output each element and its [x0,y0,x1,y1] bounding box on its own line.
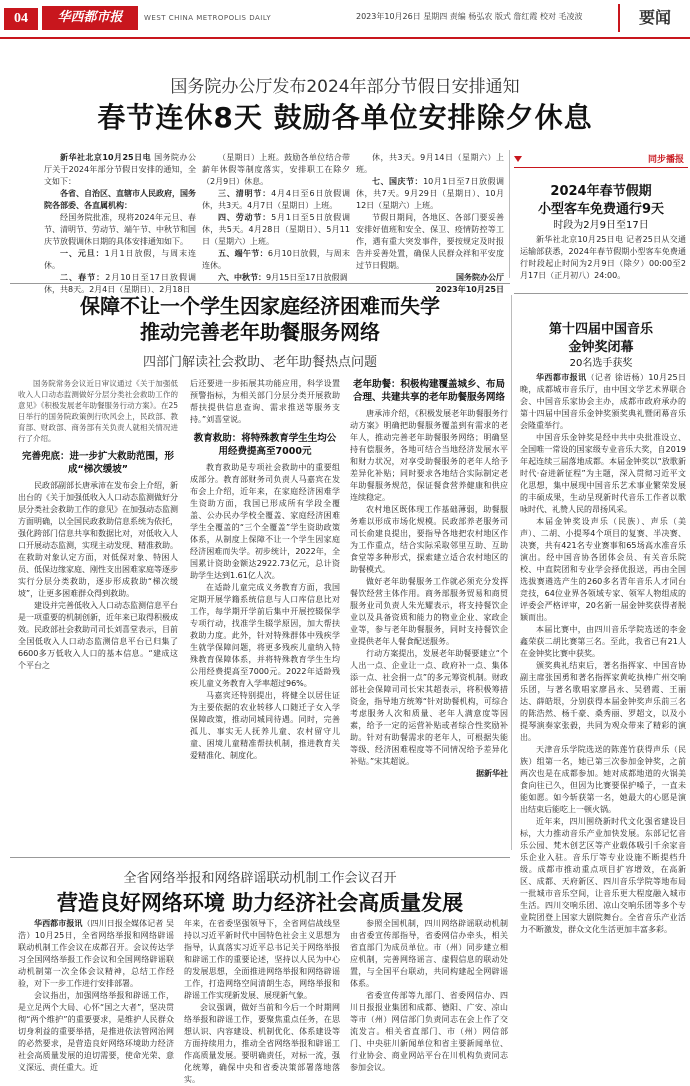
paragraph-text: 休，共3天。9月14日（星期六）上班。 [356,153,504,174]
paragraph-lead: 三、清明节： [218,189,272,198]
paragraph-lead: 五、端午节： [218,249,268,258]
article2-heading3: 老年助餐：积极构建覆盖城乡、布局合理、共建共享的老年助餐服务网络 [352,379,505,403]
column-divider [509,150,510,278]
sidebar2-para4: 本届比赛中，由四川音乐学院选送的李金鑫荣获二胡比赛第三名。至此，我省已有21人在金钟奖比赛中获奖。 [520,625,686,658]
paragraph-text: 6月10日放假，与周末连休。 [202,249,350,270]
paragraph-text: 经国务院批准，现将2024年元旦、春节、清明节、劳动节、端午节、中秋节和国庆节放假调休日期的具体安排通知如下。 [44,213,196,246]
paragraph-text: （星期日）上班。鼓励各单位结合带薪年休假等制度落实，安排职工在除夕（2月9日）休息。 [202,153,350,186]
paragraph-lead: 新华社北京10月25日电 [60,153,152,162]
sidebar2-subtitle: 20名选手获奖 [569,358,633,369]
article2-col2-body2: 教育救助是专项社会救助中的重要组成部分。教育部财务司负责人马嘉宾在发布会上介绍，近年来，在家庭经济困难学生资助方面，我国已形成所有学段全覆盖、公办民办学校全覆盖、家庭经济困难学生全覆盖的“三个全覆盖”学生资助政策体系，从制度上保障不让一个学生因家庭经济困难而失学。初步统计，2022年，全国累计资助金额达2922.73亿元，总计资助学生达到1.61亿人次。 [190,463,340,580]
paragraph [44,188,196,212]
article3-reporter: （四川日报全媒体记者 吴浩） [18,919,174,940]
sync-report-label: 同步播报 [647,155,684,165]
page-header [0,0,690,50]
sidebar2-para5: 颁奖典礼结束后，著名指挥家、中国音协副主席张国勇和著名指挥家黄屹执棒广州交响乐团，与著名歌唱家廖昌永、吴碧霞、王丽达、薛皓垠，分别获得本届金钟奖声乐前三名的陈浩然、杨千豪、桑秀丽、罗超文，以及小提琴演奏家张毅，共同为观众带来了精彩的演出。 [520,661,686,742]
article3-col1 [18,918,175,1072]
paragraph-lead: 四、劳动节： [218,213,272,222]
article3-para2: 会议指出，加强网络举报和辟谣工作，是立足两个大局、心怀“国之大者”，坚决贯彻“两个维护”的重要要求，是维护人民群众切身利益的重要举措，是推进依法管网治网的必然要求，是营造良好网络环境助力经济社会高质量发展的迫切需要，使命光荣、意义深远、责任重大。近 [18,991,174,1072]
paragraph [202,248,350,272]
issue-info: 2023年10月26日 星期四 责编 杨弘农 版式 詹红霞 校对 毛凌波 [356,12,583,21]
paragraph-lead: 七、国庆节： [372,177,424,186]
paragraph-text: 2月10日至17日放假调休，共8天。2月4日（星期日）、2月18日 [44,273,197,294]
sidebar1-body [520,234,686,282]
article3-title: 营造良好网络环境 助力经济社会高质量发展 [56,891,464,915]
sidebar2-title2: 金钟奖闭幕 [568,340,634,355]
sidebar2-body [520,372,686,1048]
paragraph [44,248,196,272]
sidebar2-para1 [520,372,686,432]
article3-col2-text2: 会议强调，做好当前和今后一个时期网络举报和辟谣工作，要聚焦重点任务，在思想认识、内容建设、机制优化、体系建设等方面持续用力，推动全省网络举报和辟谣工作高质量发展。要明确责任，对标一流，强化统筹，确保中央和省委决策部署落地落实。 [184,1003,340,1084]
paragraph [356,212,504,272]
article1-date: 2023年10月25日 [435,285,504,294]
paragraph-text: 1月1日放假，与周末连休。 [44,249,196,270]
paragraph-text: 10月1日至7日放假调休，共7天。9月29日（星期日）、10月12日（星期六）上班。 [356,177,505,210]
article3-col3-text: 参照全国机制，四川网络辟谣联动机制由省委宣传部指导，省委网信办牵头，相关省直部门为成员单位。市（州）同步建立相应机制，完善网络谣言、虚假信息的联动处置，与全国平台联动，共同构建起全网辟谣体系。 [350,919,508,988]
article2-col3 [350,378,508,780]
article2-col2-body: 后还要进一步拓展其功能应用，科学设置预警指标，为相关部门分层分类开展救助帮扶提供信息查询、需求推送等服务支持。”刘喜堂说。 [190,379,340,424]
article2-col1-body2: 建设并完善低收入人口动态监测信息平台是一项重要的机制创新，近年来已取得积极成效。民政部社会救助司司长刘喜堂表示，目前全国低收入人口动态监测信息平台已归集了6600多万低收入人口的基本信息。“建成这个平台之 [18,601,178,670]
sidebar2-para6: 天津音乐学院选送的陈莲竹获得声乐（民族）组第一名，她已第三次参加金钟奖，之前两次也是在成都参加。她对成都地道的火锅美食向往已久，但因为比赛要保护嗓子，一直未能如愿。如今斩获第一名，她最大的心愿是演出结束后能吃上一顿火锅。 [520,745,686,814]
article2-col3-body3: 做好老年助餐服务工作就必须充分发挥餐饮经营主体作用。商务部服务贸易和商贸服务业司负责人朱光耀表示，将支持餐饮企业以及具备资质和能力的物业企业、家政企业等，参与老年助餐服务，同时支持餐饮企业提供老年人餐食配送服务。 [350,577,508,646]
sidebar2-para7: 近年来，四川围绕新时代文化强省建设目标，大力推动音乐产业加快发展。东部记忆音乐公园、梵木创艺区等产业载体吸引千余家音乐企业入驻。音乐厅等专业设施不断提档升级。成都市推动重点项目扩容增效，在高新区、成都、天府新区、四川音乐学院等地布局一批城市音乐空间，让音乐更大程度融入城市生活。四川交响乐团、凉山交响乐团等多个专业院团登上国家大剧院舞台。全省音乐产业活力不断激发，群众文化生活更加丰富多彩。 [520,817,686,934]
sync-report-banner [514,152,688,168]
newspaper-logo-english: WEST CHINA METROPOLIS DAILY [144,14,272,22]
sidebar2-title1: 第十四届中国音乐 [548,322,653,337]
sidebar1-text: 新华社北京10月25日电 记者25日从交通运输部获悉，2024年春节假期小型客车免费通行时段起止时间为2月9日（除夕）00:00至2月17日（正月初八）24:00。 [520,235,686,280]
article2-subtitle: 四部门解读社会救助、老年助餐热点问题 [142,355,377,370]
article2-col2-body3: 在适龄儿童完成义务教育方面，我国定期开展学籍系统信息与人口库信息比对工作，每学期开学前后集中开展控辍保学专项行动，找准学生辍学原因，加大帮扶救助力度。此外，针对特殊群体中残疾学生就学保障问题，将更多残疾儿童纳入特殊教育保障体系，并将特殊教育学生生均公用经费提高至7000元。2022年适龄残疾儿童义务教育入学率超过96%。 [190,583,340,688]
sidebar2-para1-text: 10月25日晚，成都城市音乐厅，由中国文学艺术界联合会、中国音乐家协会主办，成都市政府承办的第十四届中国音乐金钟奖颁奖典礼暨闭幕音乐会隆重举行。 [520,373,687,430]
article2-title-line1: 保障不让一个学生因家庭经济困难而失学 [80,294,440,318]
paragraph [44,212,196,248]
article2-signature: 据新华社 [476,769,508,778]
paragraph [202,152,350,188]
sidebar1-title1: 2024年春节假期 [550,184,652,199]
sidebar1-subtitle: 时段为2月9日至17日 [553,220,649,231]
paragraph-text: 国务院办公厅关于2024年部分节假日安排的通知，全文如下： [44,153,197,186]
column-divider [511,295,512,850]
article2-intro: 国务院常务会议近日审议通过《关于加强低收入人口动态监测做好分层分类社会救助工作的意见》《积极发展老年助餐服务行动方案》。在25日举行的国务院政策例行吹风会上，民政部、教育部、财政部、商务部有关负责人就相关情况进行了介绍。 [18,379,178,443]
article3-col2 [184,918,340,1084]
paragraph-text: 节假日期间，各地区、各部门要妥善安排好值班和安全、保卫、疫情防控等工作，遇有重大突发事件，要按规定及时报告并妥善处置，确保人民群众祥和平安度过节日假期。 [356,213,504,270]
article2-col3-body4: 行动方案提出，发展老年助餐要建立“个人出一点、企业让一点、政府补一点、集体添一点、社会捐一点”的多元筹资机制。财政部社会保障司司长宋其超表示，将积极筹措资金，指导地方统筹“针对助餐机构，可综合考虑服务人次和质量、老年人满意度等因素，给予一定的运营补贴或者综合性奖励补助。针对有助餐需求的老年人，可根据失能等级、经济困难程度等不同情况给予差异化补贴。”宋其超说。 [350,649,508,766]
article2-title [10,293,510,345]
paragraph-lead: 各省、自治区、直辖市人民政府，国务院各部委、各直属机构： [44,189,196,210]
header-rule [0,37,690,39]
section-name: 要闻 [618,4,690,32]
section-divider [10,857,510,858]
page-number: 04 [4,8,38,30]
paragraph-lead: 六、中秋节： [218,273,266,282]
article3-subtitle: 全省网络举报和网络辟谣联动机制工作会议召开 [123,871,397,886]
article3-col2-text: 年来，在省委坚强领导下，全省网信战线坚持以习近平新时代中国特色社会主义思想为指导，认真落实习近平总书记关于网络举报和辟谣工作的重要论述，坚持以人民为中心的发展思想，全面推进网络举报和网络辟谣工作，打造网络空间清朗生态，网络举报和辟谣工作实现新发展、展现新气象。 [184,919,340,1000]
paragraph-lead: 一、元旦： [60,249,105,258]
paragraph-text: 4月4日至6日放假调休，共3天。4月7日（星期日）上班。 [202,189,350,210]
article1-signature: 国务院办公厅 [456,273,504,282]
article2-col1 [18,378,178,672]
paragraph [356,152,504,176]
paragraph [202,188,350,212]
section-divider [10,283,510,284]
article1-col1 [44,152,196,296]
article1-col3 [356,152,504,296]
sidebar2-para2: 中国音乐金钟奖是经中共中央批准设立、全国唯一常设的国家级专业音乐大奖，自2019年起连续三届落地成都。本届金钟奖以“放歌新时代·奋进新征程”为主题，深入贯彻习近平文化思想，集中展现中国音乐艺术事业繁荣发展的丰硕成果，生动呈现新时代音乐工作者以歌咏时代、礼赞人民的昂扬风采。 [520,433,686,514]
article2-col2 [190,378,340,762]
article1-col2 [202,152,350,284]
article2-col1-body: 民政部副部长唐承沛在发布会上介绍，新出台的《关于加强低收入人口动态监测做好分层分类社会救助工作的意见》在加强动态监测方面明确，以全国民政救助信息系统为依托，强化跨部门信息共享和数据比对，对低收入人口开展动态监测，实现主动发现、精准救助。在救助对象认定方面，对低保对象、特困人员、低保边缘家庭、刚性支出困难家庭等逐步实行分层分类救助，逐步形成救助“梯次缓坡”，让更多困难群众得到救助。 [18,481,178,598]
article3-source: 华西都市报讯 [34,919,83,928]
article2-col2-body4: 马嘉宾还特别提出，将健全以居住证为主要依据的农业转移人口随迁子女入学保障政策，推动同城同待遇。同时，完善孤儿、事实无人抚养儿童、农村留守儿童、困境儿童精准帮扶机制，推进教育关爱精准化、制度化。 [190,691,340,760]
paragraph-lead: 二、春节： [60,273,106,282]
article2-title-line2: 推动完善老年助餐服务网络 [140,320,380,344]
article2-heading1: 完善兜底：进一步扩大救助范围，形成“梯次缓坡” [21,451,174,475]
sidebar2-source: 华西都市报讯 [536,373,587,382]
triangle-icon [514,156,522,162]
article2-col3-body: 唐承沛介绍，《积极发展老年助餐服务行动方案》明确把助餐服务覆盖到有需求的老年人，推动完善老年助餐服务网络；明确坚持有偿服务，各地可结合当地经济发展水平和财力状况，对享受助餐服务的老年人给予差异化补贴；同时要求各地结合实际制定老年助餐服务规范，保证餐食营养健康和供应连续稳定。 [350,409,508,502]
article3-para1 [18,918,174,990]
article2-heading2: 教育救助：将特殊教育学生生均公用经费提高至7000元 [193,433,337,457]
paragraph-text: 9月15日至17日放假调 [266,273,348,282]
paragraph [356,176,504,212]
paragraph [44,152,196,188]
article1-title: 春节连休8天 鼓励各单位安排除夕休息 [97,101,593,134]
newspaper-logo: 华西都市报 [42,6,138,30]
paragraph-text: 5月1日至5日放假调休，共5天。4月28日（星期日）、5月11日（星期六）上班。 [202,213,350,246]
sidebar1-title2: 小型客车免费通行9天 [537,202,665,217]
sidebar2-para3: 本届金钟奖设声乐（民族）、声乐（美声）、二胡、小提琴4个项目的复赛、半决赛、决赛，共有421名专业赛事和65场高水准音乐演出。经中国音协各团体会员、有关音乐院校、中直院团和专业学会择优报送，再由全国选拔赛遴选产生的260多名青年音乐人才同台竞技，64位业界各领域专家、领军人物组成的评委会严格评审，20名新一届金钟奖获得者脱颖而出。 [520,517,686,622]
article1-subtitle: 国务院办公厅发布2024年部分节假日安排通知 [170,77,520,97]
article3-col3 [350,918,508,1072]
article2-col3-body2: 农村地区既体现工作基础薄弱，助餐服务难以形成市场化规模。民政部养老服务司司长俞建良提出，要指导各地把农村地区作为工作重点，结合实际采取邻里互助、互助食堂等多种形式，探索建立适合农村地区的助餐模式。 [350,505,508,574]
paragraph [202,212,350,248]
article3-col3-text2: 省委宣传部等九部门、省委网信办、四川日报报业集团和成都、德阳、广安、凉山等市（州）网信部门负责同志在会上作了交流发言。相关省直部门、市（州）网信部门、中央驻川新闻单位和省主要新闻单位、行业协会、商业网站平台在川机构负责同志参加会议。 [350,991,508,1072]
sidebar2-reporter: （记者 徐语杨） [586,373,649,382]
sidebar-divider [514,293,688,294]
article3-para1-text: 10月25日，全省网络举报和网络辟谣联动机制工作会议在成都召开。会议传达学习全国网络举报工作会议和全国网络辟谣联动机制第一次全体会议精神，总结工作经验，对下一步工作进行安排部署。 [18,931,175,988]
